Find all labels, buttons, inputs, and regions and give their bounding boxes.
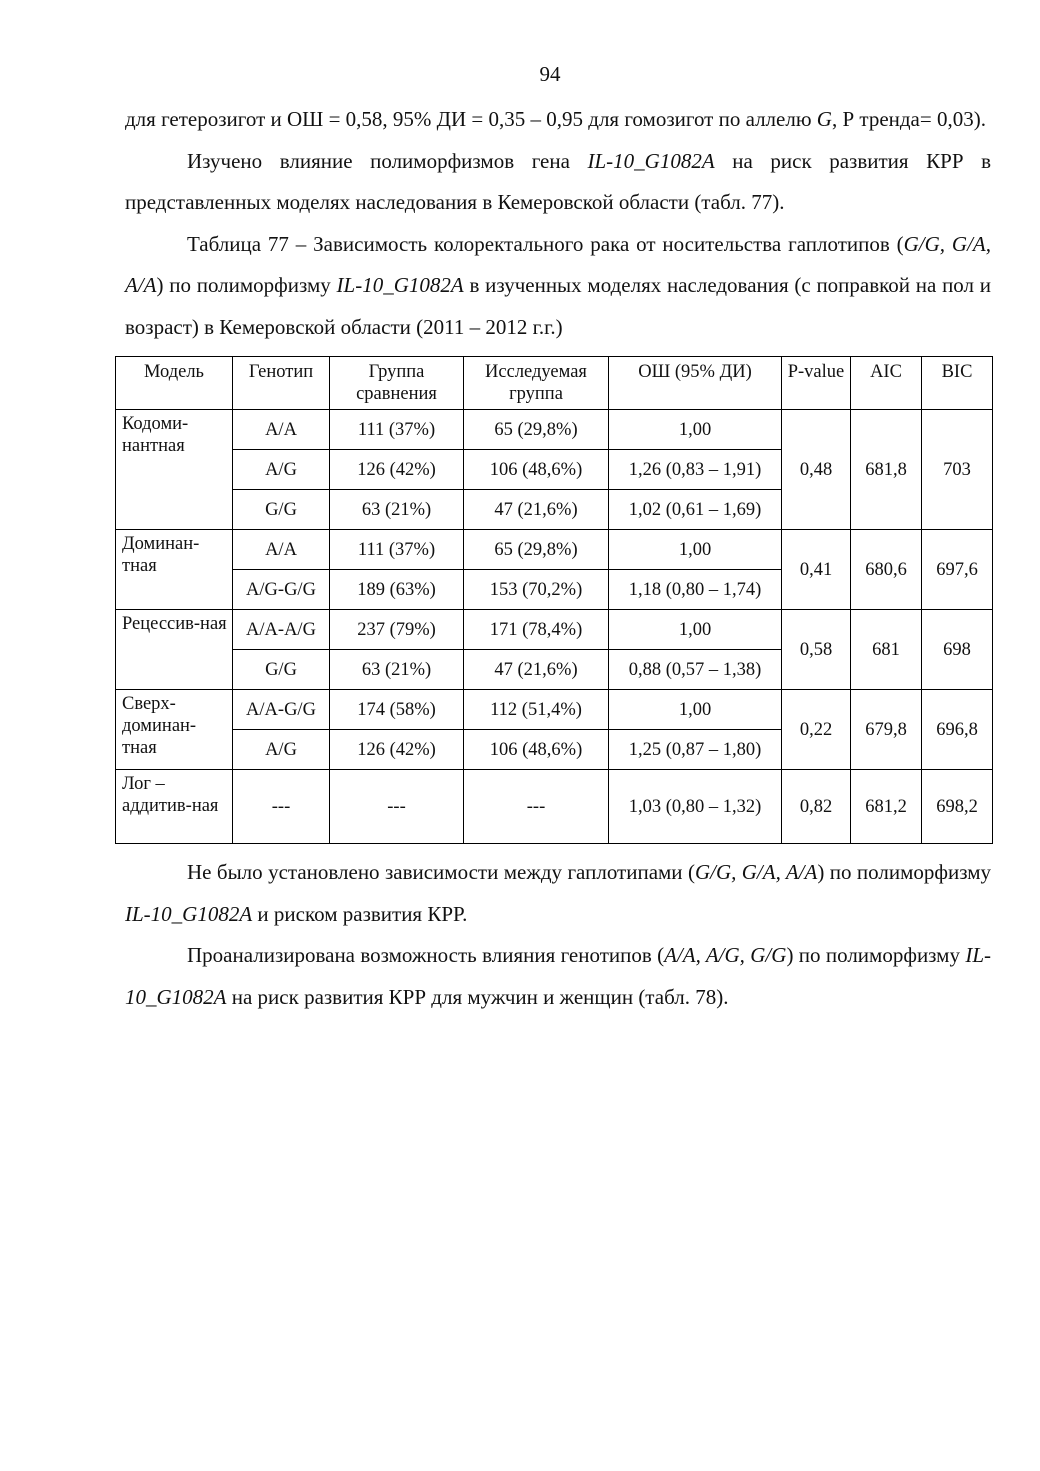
header-bic: BIC <box>922 357 993 410</box>
text-span: в изученных моделях наследования (с поправкой на пол и возраст) в Кемеровской области (2011 – 2012 г.г.) <box>125 273 991 339</box>
cell-aic: 681,2 <box>851 770 922 844</box>
cell-bic: 698,2 <box>922 770 993 844</box>
cell-comparison: 174 (58%) <box>330 690 464 730</box>
text-span: Таблица 77 – Зависимость колоректального рака от носительства гаплотипов ( <box>187 231 904 256</box>
text-span: Не было установлено зависимости между гаплотипами ( <box>187 860 695 884</box>
cell-comparison: 189 (63%) <box>330 570 464 610</box>
cell-genotype: A/A-G/G <box>233 690 330 730</box>
cell-model: Рецессив-ная <box>116 610 233 690</box>
header-p-value: P-value <box>782 357 851 410</box>
cell-comparison: 111 (37%) <box>330 410 464 450</box>
header-study-group: Исследуемая группа <box>464 357 609 410</box>
text-italic: G <box>816 107 832 131</box>
text-span: для гетерозигот и ОШ = 0,58, 95% ДИ = 0,35 – 0,95 для гомозигот по аллелю <box>125 107 817 131</box>
text-span: Изучено влияние полиморфизмов гена <box>187 148 588 173</box>
cell-comparison: 237 (79%) <box>330 610 464 650</box>
header-aic: AIC <box>851 357 922 410</box>
cell-comparison: 126 (42%) <box>330 730 464 770</box>
table-row <box>116 770 993 844</box>
text-span: ) по полиморфизму <box>817 860 991 884</box>
text-span: ) по полиморфизму <box>786 943 966 967</box>
cell-genotype: A/A <box>233 530 330 570</box>
cell-model: Сверх-доминан-тная <box>116 690 233 770</box>
table-wrapper <box>122 356 991 844</box>
cell-genotype: --- <box>233 770 330 844</box>
cell-study: 112 (51,4%) <box>464 690 609 730</box>
text-span: на риск развития КРР в представленных моделях наследования в Кемеровской области (табл. 77). <box>125 148 992 214</box>
text-italic: IL-10_G1082A <box>336 273 464 297</box>
table-row <box>116 410 993 450</box>
cell-aic: 679,8 <box>851 690 922 770</box>
table-row <box>116 530 993 570</box>
cell-study: 106 (48,6%) <box>464 450 609 490</box>
cell-study: 171 (78,4%) <box>464 610 609 650</box>
paragraph-continuation <box>125 99 991 141</box>
header-model: Модель <box>116 357 233 410</box>
paragraph-next-analysis <box>125 935 991 1018</box>
cell-genotype: A/G-G/G <box>233 570 330 610</box>
cell-comparison: --- <box>330 770 464 844</box>
cell-model: Доминан-тная <box>116 530 233 610</box>
cell-study: 153 (70,2%) <box>464 570 609 610</box>
cell-aic: 681,8 <box>851 410 922 530</box>
cell-odds-ratio: 1,25 (0,87 – 1,80) <box>609 730 782 770</box>
cell-study: 65 (29,8%) <box>464 530 609 570</box>
text-span: , Р тренда= 0,03). <box>831 107 986 131</box>
cell-odds-ratio: 1,00 <box>609 530 782 570</box>
cell-aic: 681 <box>851 610 922 690</box>
document-body <box>122 99 992 1018</box>
cell-genotype: G/G <box>233 490 330 530</box>
cell-odds-ratio: 1,00 <box>609 610 782 650</box>
cell-study: 47 (21,6%) <box>464 650 609 690</box>
header-odds-ratio: ОШ (95% ДИ) <box>609 357 782 410</box>
cell-genotype: A/A-A/G <box>233 610 330 650</box>
cell-comparison: 63 (21%) <box>330 490 464 530</box>
cell-comparison: 126 (42%) <box>330 450 464 490</box>
text-span: Проанализирована возможность влияния генотипов ( <box>187 943 665 967</box>
cell-odds-ratio: 1,26 (0,83 – 1,91) <box>609 450 782 490</box>
table-row <box>116 610 993 650</box>
text-span: на риск развития КРР для мужчин и женщин (табл. 78). <box>226 984 729 1009</box>
table-header-row <box>116 357 993 410</box>
cell-model: Лог – аддитив-ная <box>116 770 233 844</box>
cell-bic: 698 <box>922 610 993 690</box>
cell-genotype: A/G <box>233 450 330 490</box>
cell-p-value: 0,48 <box>782 410 851 530</box>
cell-comparison: 111 (37%) <box>330 530 464 570</box>
cell-odds-ratio: 1,18 (0,80 – 1,74) <box>609 570 782 610</box>
paragraph-intro <box>125 141 991 224</box>
text-italic: G/G, G/A, A/A <box>694 860 818 884</box>
text-italic: IL-10_G1082A <box>125 901 253 926</box>
text-span: ) по полиморфизму <box>156 273 337 297</box>
header-comparison-group: Группа сравнения <box>330 357 464 410</box>
header-genotype: Генотип <box>233 357 330 410</box>
cell-study: --- <box>464 770 609 844</box>
cell-p-value: 0,41 <box>782 530 851 610</box>
paragraph-conclusion <box>125 852 991 935</box>
cell-aic: 680,6 <box>851 530 922 610</box>
cell-study: 65 (29,8%) <box>464 410 609 450</box>
table-row <box>116 690 993 730</box>
text-italic: A/A, A/G, G/G <box>664 943 787 967</box>
page-number: 94 <box>539 62 561 86</box>
text-italic: IL-10_G1082A <box>125 943 991 1009</box>
cell-bic: 696,8 <box>922 690 993 770</box>
cell-bic: 697,6 <box>922 530 993 610</box>
cell-study: 47 (21,6%) <box>464 490 609 530</box>
cell-bic: 703 <box>922 410 993 530</box>
cell-genotype: A/A <box>233 410 330 450</box>
cell-genotype: A/G <box>233 730 330 770</box>
cell-p-value: 0,22 <box>782 690 851 770</box>
cell-odds-ratio: 1,02 (0,61 – 1,69) <box>609 490 782 530</box>
cell-study: 106 (48,6%) <box>464 730 609 770</box>
cell-p-value: 0,58 <box>782 610 851 690</box>
text-italic: IL-10_G1082A <box>587 148 715 173</box>
results-table <box>115 356 993 844</box>
cell-comparison: 63 (21%) <box>330 650 464 690</box>
table-caption <box>125 224 991 349</box>
cell-genotype: G/G <box>233 650 330 690</box>
cell-p-value: 0,82 <box>782 770 851 844</box>
text-italic: G/G, G/A, A/A <box>125 231 991 297</box>
text-span: и риском развития КРР. <box>252 901 468 926</box>
cell-model: Кодоми-нантная <box>116 410 233 530</box>
cell-odds-ratio: 1,03 (0,80 – 1,32) <box>609 770 782 844</box>
cell-odds-ratio: 0,88 (0,57 – 1,38) <box>609 650 782 690</box>
cell-odds-ratio: 1,00 <box>609 410 782 450</box>
cell-odds-ratio: 1,00 <box>609 690 782 730</box>
